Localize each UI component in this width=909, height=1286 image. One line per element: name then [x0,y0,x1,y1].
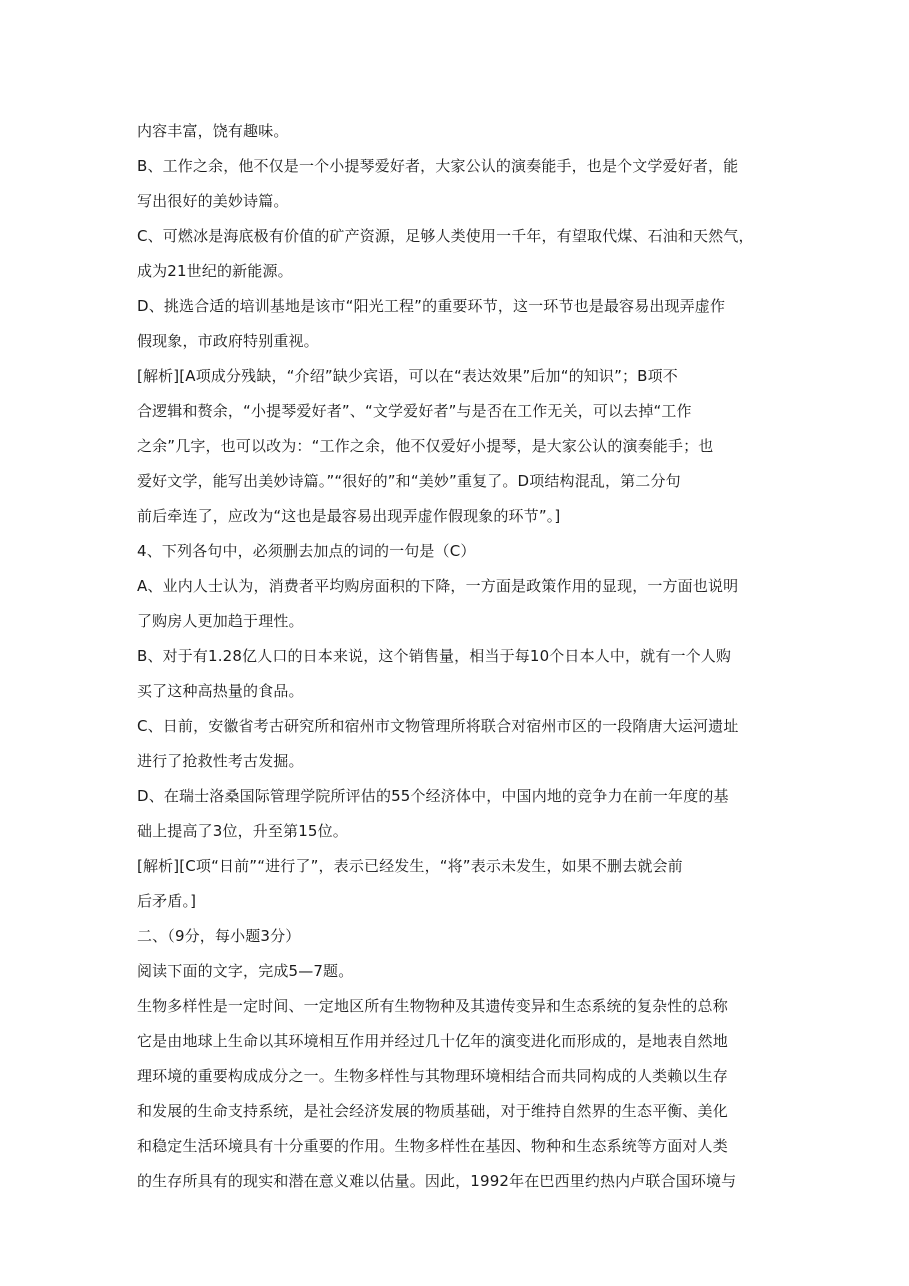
question-title: 4、下列各句中，必须删去加点的词的一句是（C） [137,542,476,560]
text-line: B、工作之余，他不仅是一个小提琴爱好者，大家公认的演奏能手，也是个文学爱好者，能 [137,157,739,175]
analysis-line: 后矛盾。] [137,892,197,910]
analysis-line: 之余”几字，也可以改为：“工作之余，他不仅爱好小提琴，是大家公认的演奏能手；也 [137,437,714,455]
analysis-line: 前后牵连了，应改为“这也是最容易出现弄虚作假现象的环节”。] [137,507,561,525]
analysis-line: 爱好文学，能写出美妙诗篇。”“很好的”和“美妙”重复了。D项结构混乱，第二分句 [137,472,681,490]
text-line: 写出很好的美妙诗篇。 [137,192,289,210]
text-line: 假现象，市政府特别重视。 [137,332,319,350]
passage-line: 它是由地球上生命以其环境相互作用并经过几十亿年的演变进化而形成的，是地表自然地 [137,1032,728,1050]
option-line: C、日前，安徽省考古研究所和宿州市文物管理所将联合对宿州市区的一段隋唐大运河遗址 [137,717,739,735]
analysis-line: 合逻辑和赘余，“小提琴爱好者”、“文学爱好者”与是否在工作无关，可以去掉“工作 [137,402,692,420]
option-line: 础上提高了3位，升至第15位。 [137,822,348,840]
option-line: B、对于有1.28亿人口的日本来说，这个销售量，相当于每10个日本人中，就有一个人购 [137,647,732,665]
passage-line: 和稳定生活环境具有十分重要的作用。生物多样性在基因、物种和生态系统等方面对人类 [137,1137,728,1155]
text-line: 内容丰富，饶有趣味。 [137,122,289,140]
passage-line: 的生存所具有的现实和潜在意义难以估量。因此，1992年在巴西里约热内卢联合国环境与 [137,1172,737,1190]
instruction-line: 阅读下面的文字，完成5—7题。 [137,962,354,980]
document-body [137,114,777,1199]
analysis-line: [解析][A项成分残缺，“介绍”缺少宾语，可以在“表达效果”后加“的知识”；B项不 [137,367,678,385]
section-heading: 二、（9分，每小题3分） [137,927,301,945]
passage-line: 理环境的重要构成成分之一。生物多样性与其物理环境相结合而共同构成的人类赖以生存 [137,1067,728,1085]
passage-line: 和发展的生命支持系统，是社会经济发展的物质基础，对于维持自然界的生态平衡、美化 [137,1102,728,1120]
option-line: 进行了抢救性考古发掘。 [137,752,304,770]
passage-line: 生物多样性是一定时间、一定地区所有生物物种及其遗传变异和生态系统的复杂性的总称 [137,997,728,1015]
option-line: 了购房人更加趋于理性。 [137,612,304,630]
text-line: D、挑选合适的培训基地是该市“阳光工程”的重要环节，这一环节也是最容易出现弄虚作 [137,297,726,315]
text-line: C、可燃冰是海底极有价值的矿产资源，足够人类使用一千年，有望取代煤、石油和天然气， [137,227,754,245]
option-line: A、业内人士认为，消费者平均购房面积的下降，一方面是政策作用的显现，一方面也说明 [137,577,739,595]
analysis-line: [解析][C项“日前”“进行了”，表示已经发生，“将”表示未发生，如果不删去就会前 [137,857,683,875]
option-line: 买了这种高热量的食品。 [137,682,304,700]
text-line: 成为21世纪的新能源。 [137,262,293,280]
option-line: D、在瑞士洛桑国际管理学院所评估的55个经济体中，中国内地的竞争力在前一年度的基 [137,787,729,805]
